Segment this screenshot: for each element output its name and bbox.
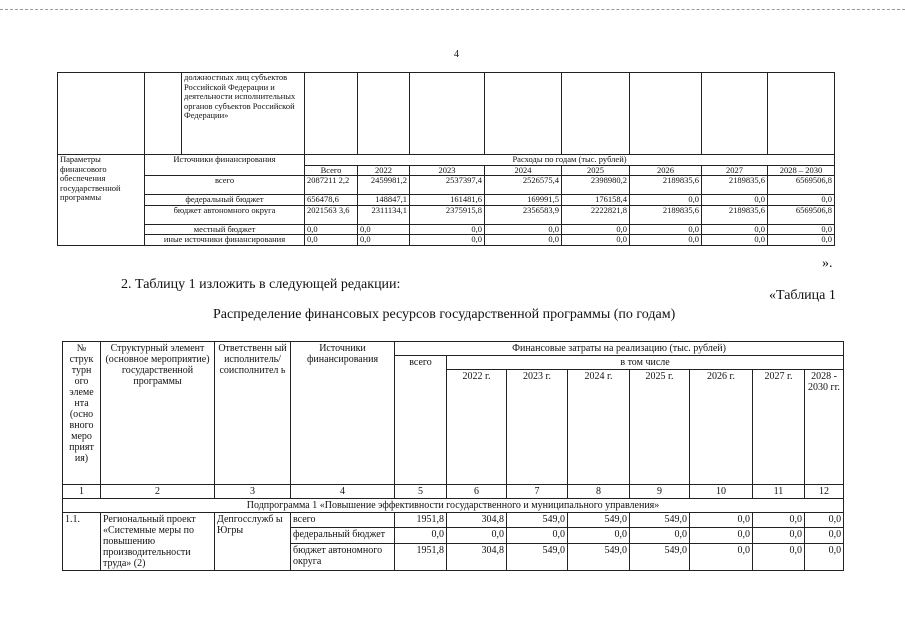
param-label: Параметры финансового обеспечения государственной программы [58, 155, 145, 246]
subprogram-title: Подпрограмма 1 «Повышение эффективности государственного и муниципального управления» [63, 499, 844, 513]
table-row: иные источники финансирования 0,0 0,0 0,0 0,0 0,0 0,0 0,0 0,0 [58, 235, 835, 246]
header-row [58, 155, 835, 166]
item-element: Региональный проект «Системные меры по повышению производительности труда» (2) [101, 513, 215, 571]
table-row: 1.1. Региональный проект «Системные меры по повышению производительности труда» (2) Депгосслужб ы Югры всего 1951,8 304,8 549,0 549,0 549,0 0,0 0,0 0,0 [63, 513, 844, 528]
continued-row [58, 73, 835, 155]
h-total: всего [395, 356, 447, 485]
column-numbers-row: 1 2 3 4 5 6 7 8 9 10 11 12 [63, 485, 844, 499]
page-number: 4 [454, 49, 459, 60]
funding-parameters-table [57, 72, 835, 246]
table-row: бюджет автономного округа 2021563 3,6 2311134,1 2375915,8 2356583,9 2222821,8 2189835,6 2189835,6 6569506,8 [58, 205, 835, 224]
h-element: Структурный элемент (основное мероприятие) государственной программы [101, 342, 215, 485]
years-row: Всего 2022 2023 2024 2025 2026 2027 2028 – 2030 [58, 165, 835, 176]
header-row [63, 342, 844, 356]
closing-mark: ». [822, 256, 833, 271]
subprogram-row [63, 499, 844, 513]
table-row: федеральный бюджет 656478,6 148847,1 161481,6 169991,5 176158,4 0,0 0,0 0,0 [58, 195, 835, 206]
table-title: Распределение финансовых ресурсов государственной программы (по годам) [213, 307, 676, 322]
years-header: Расходы по годам (тыс. рублей) [305, 155, 835, 166]
amendment-statement: 2. Таблицу 1 изложить в следующей редакции: [121, 277, 401, 292]
item-resp: Депгосслужб ы Югры [215, 513, 291, 571]
h-incl: в том числе [447, 356, 844, 370]
h-fin: Финансовые затраты на реализацию (тыс. рублей) [395, 342, 844, 356]
h-num: № струк турн ого элеме нта (осно вного меро прият ия) [63, 342, 101, 485]
continued-text: должностных лиц субъектов Российской Федерации и деятельности исполнительных органов субъектов Российской Федерации» [182, 73, 305, 155]
table-row: всего 2087211 2,2 2459981,2 2537397,4 2526575,4 2398980,2 2189835,6 2189835,6 6569506,8 [58, 176, 835, 195]
h-resp: Ответственн ый исполнитель/ соисполнител ь [215, 342, 291, 485]
table-row: местный бюджет 0,0 0,0 0,0 0,0 0,0 0,0 0,0 0,0 [58, 224, 835, 235]
scan-top-edge [0, 9, 905, 10]
years-row: 2022 г. 2023 г. 2024 г. 2025 г. 2026 г. 2027 г. 2028 - 2030 гг. [63, 370, 844, 485]
sources-header: Источники финансирования [145, 155, 305, 176]
table-label: «Таблица 1 [769, 288, 836, 303]
financial-resources-table [62, 341, 844, 571]
h-src: Источники финансирования [291, 342, 395, 485]
table-row: бюджет автономного округа 1951,8 304,8 549,0 549,0 549,0 0,0 0,0 0,0 [63, 543, 844, 570]
table-row: федеральный бюджет 0,0 0,0 0,0 0,0 0,0 0,0 0,0 0,0 [63, 528, 844, 543]
item-num: 1.1. [63, 513, 101, 571]
